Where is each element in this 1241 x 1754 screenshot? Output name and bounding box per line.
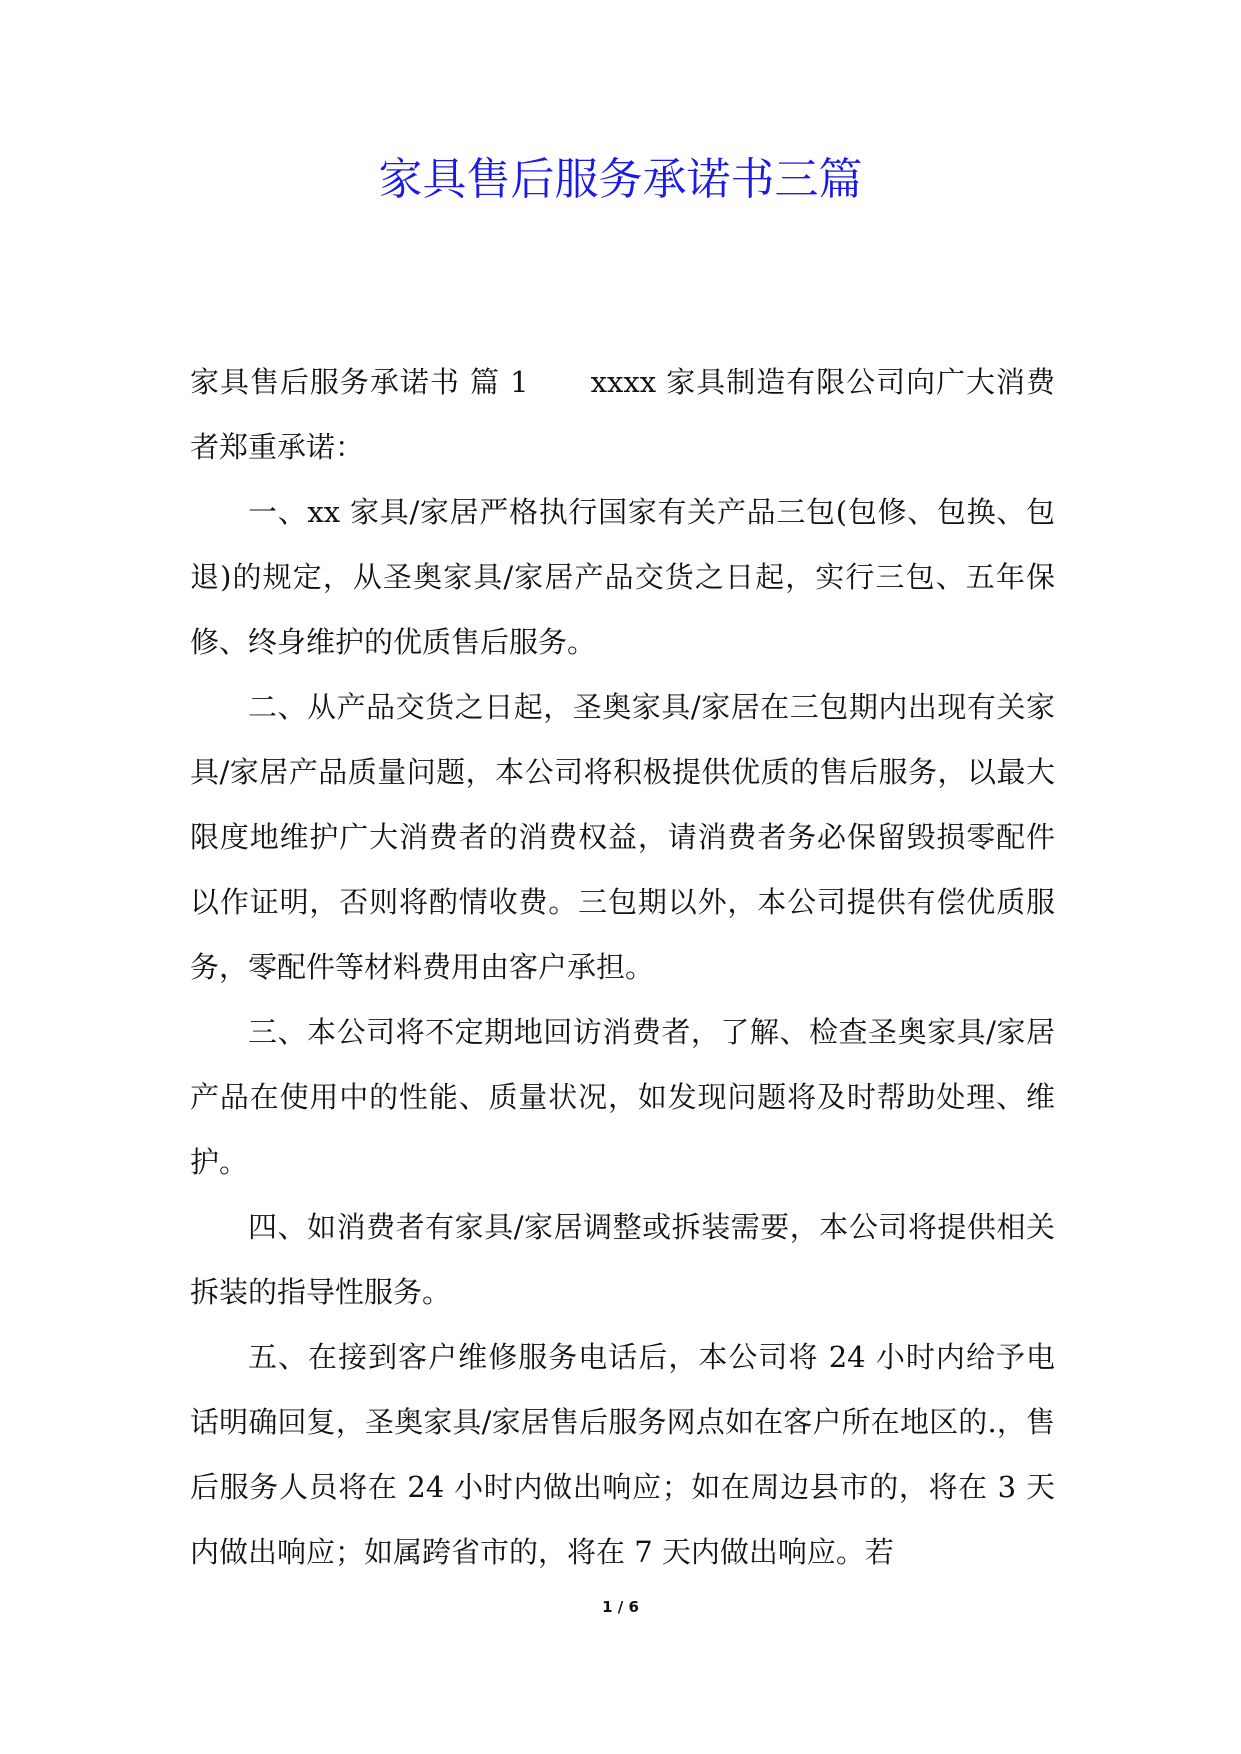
- paragraph-4: 四、如消费者有家具/家居调整或拆装需要，本公司将提供相关拆装的指导性服务。: [190, 1210, 1055, 1309]
- intro-heading: 家具售后服务承诺书 篇 1: [190, 365, 529, 399]
- document-body: [190, 350, 1055, 1585]
- paragraph-1: 一、xx 家具/家居严格执行国家有关产品三包(包修、包换、包退)的规定，从圣奥家具/家居产品交货之日起，实行三包、五年保修、终身维护的优质售后服务。: [190, 495, 1055, 659]
- paragraph-3: 三、本公司将不定期地回访消费者，了解、检查圣奥家具/家居产品在使用中的性能、质量状况，如发现问题将及时帮助处理、维护。: [190, 1015, 1055, 1179]
- intro-paragraph: [190, 350, 1055, 480]
- intro-text: xxxx 家具制造有限公司向广大消费者郑重承诺：: [190, 365, 1056, 464]
- paragraph-2: 二、从产品交货之日起，圣奥家具/家居在三包期内出现有关家具/家居产品质量问题，本公司将积极提供优质的售后服务，以最大限度地维护广大消费者的消费权益，请消费者务必保留毁损零配件以作证明，否则将酌情收费。三包期以外，本公司提供有偿优质服务，零配件等材料费用由客户承担。: [190, 690, 1055, 984]
- page-number: 1 / 6: [602, 1598, 639, 1616]
- document-title: 家具售后服务承诺书三篇: [378, 154, 863, 205]
- paragraph-5: 五、在接到客户维修服务电话后，本公司将 24 小时内给予电话明确回复，圣奥家具/家居售后服务网点如在客户所在地区的.，售后服务人员将在 24 小时内做出响应；如在周边县市的，将在 3 天内做出响应；如属跨省市的，将在 7 天内做出响应。若: [190, 1340, 1055, 1569]
